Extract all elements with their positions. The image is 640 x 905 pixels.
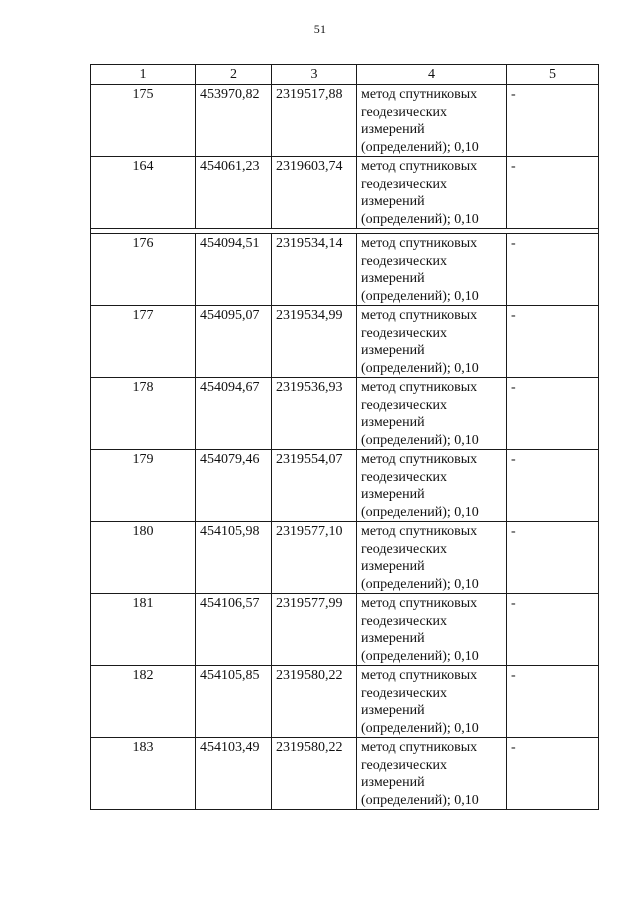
column-header-1: 1 bbox=[91, 65, 196, 85]
y-coordinate-cell: 2319603,74 bbox=[272, 157, 357, 229]
note-cell: - bbox=[507, 234, 599, 306]
method-line: измерений bbox=[361, 631, 425, 646]
note-cell: - bbox=[507, 738, 599, 810]
method-cell bbox=[357, 378, 507, 450]
x-coordinate-cell: 454105,98 bbox=[196, 522, 272, 594]
table-row bbox=[91, 234, 599, 306]
method-line: измерений bbox=[361, 415, 425, 430]
y-coordinate-cell: 2319554,07 bbox=[272, 450, 357, 522]
table-row bbox=[91, 85, 599, 157]
method-line: (определений); 0,10 bbox=[361, 360, 479, 376]
column-header-4: 4 bbox=[357, 65, 507, 85]
method-cell bbox=[357, 306, 507, 378]
table-row bbox=[91, 738, 599, 810]
x-coordinate-cell: 454061,23 bbox=[196, 157, 272, 229]
table-row bbox=[91, 666, 599, 738]
method-line: (определений); 0,10 bbox=[361, 139, 479, 155]
note-cell: - bbox=[507, 306, 599, 378]
method-cell bbox=[357, 594, 507, 666]
x-coordinate-cell: 454094,67 bbox=[196, 378, 272, 450]
method-line: метод спутниковых bbox=[361, 236, 478, 251]
y-coordinate-cell: 2319577,10 bbox=[272, 522, 357, 594]
point-number-cell: 164 bbox=[91, 157, 196, 229]
method-line: измерений bbox=[361, 703, 425, 718]
point-number-cell: 181 bbox=[91, 594, 196, 666]
method-line: геодезических bbox=[361, 541, 448, 557]
note-cell: - bbox=[507, 85, 599, 157]
table-row bbox=[91, 378, 599, 450]
point-number-cell: 180 bbox=[91, 522, 196, 594]
method-line: (определений); 0,10 bbox=[361, 288, 479, 304]
method-line: (определений); 0,10 bbox=[361, 504, 479, 520]
column-header-2: 2 bbox=[196, 65, 272, 85]
method-line: геодезических bbox=[361, 176, 448, 192]
method-line: геодезических bbox=[361, 253, 448, 269]
note-cell: - bbox=[507, 378, 599, 450]
note-cell: - bbox=[507, 594, 599, 666]
method-line: измерений bbox=[361, 122, 425, 137]
method-line: метод спутниковых bbox=[361, 308, 478, 323]
method-line: (определений); 0,10 bbox=[361, 576, 479, 592]
method-line: (определений); 0,10 bbox=[361, 648, 479, 664]
y-coordinate-cell: 2319580,22 bbox=[272, 666, 357, 738]
method-line: геодезических bbox=[361, 469, 448, 485]
point-number-cell: 175 bbox=[91, 85, 196, 157]
method-line: метод спутниковых bbox=[361, 740, 478, 755]
table-body bbox=[91, 85, 599, 810]
x-coordinate-cell: 454106,57 bbox=[196, 594, 272, 666]
method-line: измерений bbox=[361, 271, 425, 286]
method-line: геодезических bbox=[361, 104, 448, 120]
method-line: метод спутниковых bbox=[361, 452, 478, 467]
point-number-cell: 177 bbox=[91, 306, 196, 378]
method-line: метод спутниковых bbox=[361, 596, 478, 611]
method-cell bbox=[357, 157, 507, 229]
x-coordinate-cell: 454103,49 bbox=[196, 738, 272, 810]
y-coordinate-cell: 2319536,93 bbox=[272, 378, 357, 450]
coordinates-table bbox=[90, 64, 599, 810]
method-line: измерений bbox=[361, 487, 425, 502]
y-coordinate-cell: 2319580,22 bbox=[272, 738, 357, 810]
table-row bbox=[91, 450, 599, 522]
method-line: метод спутниковых bbox=[361, 668, 478, 683]
table-header-row bbox=[91, 65, 599, 85]
method-line: метод спутниковых bbox=[361, 87, 478, 102]
method-line: измерений bbox=[361, 775, 425, 790]
page-number: 51 bbox=[313, 22, 327, 36]
x-coordinate-cell: 454095,07 bbox=[196, 306, 272, 378]
method-line: геодезических bbox=[361, 325, 448, 341]
column-header-3: 3 bbox=[272, 65, 357, 85]
method-line: метод спутниковых bbox=[361, 380, 478, 395]
method-line: измерений bbox=[361, 194, 425, 209]
method-cell bbox=[357, 85, 507, 157]
method-line: (определений); 0,10 bbox=[361, 432, 479, 448]
method-line: измерений bbox=[361, 559, 425, 574]
method-cell bbox=[357, 234, 507, 306]
method-cell bbox=[357, 666, 507, 738]
method-line: геодезических bbox=[361, 757, 448, 773]
table-row bbox=[91, 157, 599, 229]
method-line: (определений); 0,10 bbox=[361, 792, 479, 808]
column-header-5: 5 bbox=[507, 65, 599, 85]
point-number-cell: 178 bbox=[91, 378, 196, 450]
note-cell: - bbox=[507, 522, 599, 594]
method-line: геодезических bbox=[361, 685, 448, 701]
note-cell: - bbox=[507, 666, 599, 738]
table-row bbox=[91, 594, 599, 666]
method-line: геодезических bbox=[361, 397, 448, 413]
method-line: метод спутниковых bbox=[361, 524, 478, 539]
note-cell: - bbox=[507, 450, 599, 522]
y-coordinate-cell: 2319517,88 bbox=[272, 85, 357, 157]
point-number-cell: 176 bbox=[91, 234, 196, 306]
x-coordinate-cell: 454105,85 bbox=[196, 666, 272, 738]
method-cell bbox=[357, 450, 507, 522]
y-coordinate-cell: 2319534,14 bbox=[272, 234, 357, 306]
x-coordinate-cell: 453970,82 bbox=[196, 85, 272, 157]
method-line: геодезических bbox=[361, 613, 448, 629]
method-cell bbox=[357, 738, 507, 810]
method-cell bbox=[357, 522, 507, 594]
x-coordinate-cell: 454079,46 bbox=[196, 450, 272, 522]
method-line: (определений); 0,10 bbox=[361, 720, 479, 736]
table-row bbox=[91, 306, 599, 378]
point-number-cell: 183 bbox=[91, 738, 196, 810]
method-line: метод спутниковых bbox=[361, 159, 478, 174]
table-row bbox=[91, 522, 599, 594]
method-line: (определений); 0,10 bbox=[361, 211, 479, 227]
method-line: измерений bbox=[361, 343, 425, 358]
note-cell: - bbox=[507, 157, 599, 229]
y-coordinate-cell: 2319534,99 bbox=[272, 306, 357, 378]
y-coordinate-cell: 2319577,99 bbox=[272, 594, 357, 666]
point-number-cell: 182 bbox=[91, 666, 196, 738]
point-number-cell: 179 bbox=[91, 450, 196, 522]
x-coordinate-cell: 454094,51 bbox=[196, 234, 272, 306]
